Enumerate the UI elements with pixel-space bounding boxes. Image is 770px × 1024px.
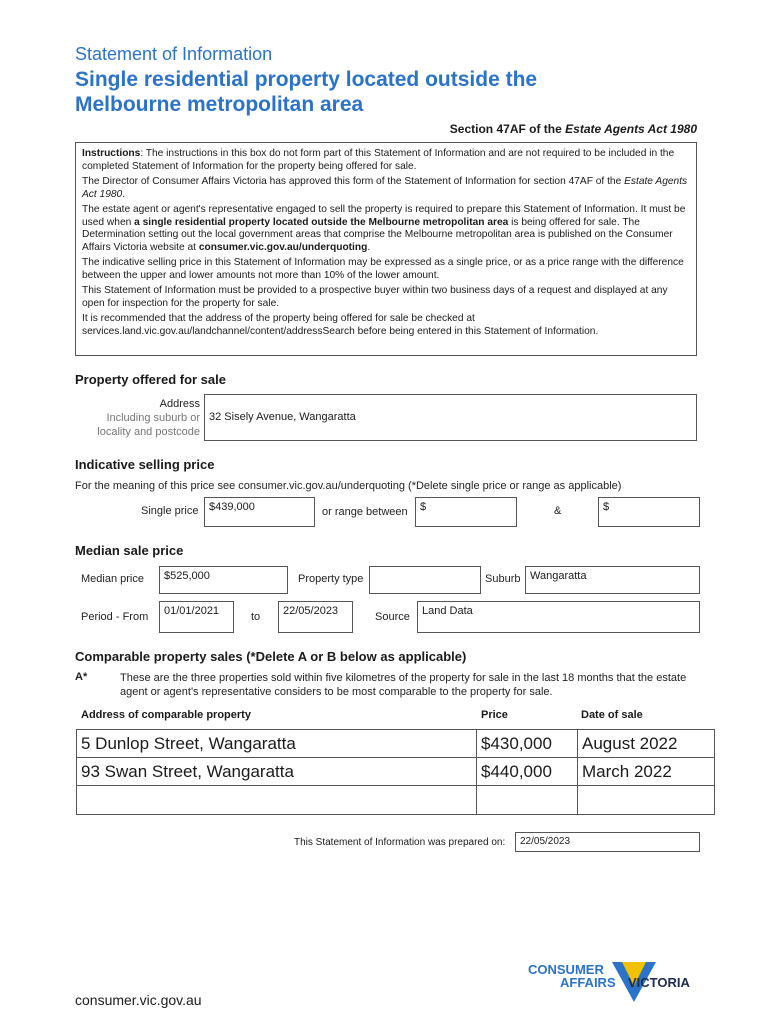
col-header-date: Date of sale	[581, 709, 643, 721]
property-type-label: Property type	[298, 573, 364, 585]
instructions-box: Instructions: The instructions in this box do not form part of this Statement of Information and are not required to be included in the completed Statement of Information for the property being offered for sale. The Director of Consumer Affairs Victoria has approved this form of the Statement of Information for section 47AF of the Estate Agents Act 1980. The estate agent or agent's representative engaged to sell the property is required to prepare this Statement of Information. It must be used when a single residential property located outside the Melbourne metropolitan area is being offered for sale. The Determination setting out the local government areas that comprise the Melbourne metropolitan area is published on the Consumer Affairs Victoria website at consumer.vic.gov.au/underquoting. The indicative selling price in this Statement of Information may be expressed as a single price, or as a price range with the difference between the upper and lower amounts not more than 10% of the lower amount. This Statement of Information must be provided to a prospective buyer within two business days of a request and displayed at any open for inspection for the property for sale. It is recommended that the address of the property being offered for sale be checked at services.land.vic.gov.au/landchannel/content/addressSearch before being entered in this Statement of Information.	[75, 142, 697, 356]
property-type-field[interactable]	[369, 566, 481, 594]
source-field[interactable]: Land Data	[417, 601, 700, 633]
address-field[interactable]: 32 Sisely Avenue, Wangaratta	[204, 394, 697, 441]
address-label: Address Including suburb or locality and postcode	[97, 398, 200, 438]
suburb-field[interactable]: Wangaratta	[525, 566, 700, 594]
source-label: Source	[375, 611, 410, 623]
option-a-marker: A*	[75, 671, 88, 683]
prepared-on-label: This Statement of Information was prepared on:	[294, 837, 506, 848]
comparable-price-1[interactable]: $430,000	[476, 729, 578, 758]
prepared-on-field[interactable]: 22/05/2023	[515, 832, 700, 852]
period-to-field[interactable]: 22/05/2023	[278, 601, 353, 633]
consumer-affairs-victoria-logo	[528, 960, 703, 1010]
comparable-address-2[interactable]: 93 Swan Street, Wangaratta	[76, 757, 477, 786]
median-section-title: Median sale price	[75, 543, 184, 558]
logo-line-consumer: CONSUMER	[528, 962, 604, 977]
col-header-price: Price	[481, 709, 508, 721]
period-from-label: Period - From	[81, 611, 149, 623]
range-label: or range between	[322, 506, 408, 518]
comparable-address-3[interactable]	[76, 785, 477, 815]
section-reference: Section 47AF of the Estate Agents Act 1980	[449, 122, 697, 136]
comparable-address-1[interactable]: 5 Dunlop Street, Wangaratta	[76, 729, 477, 758]
comparable-date-3[interactable]	[577, 785, 715, 815]
footer-url: consumer.vic.gov.au	[75, 992, 202, 1008]
price-section-title: Indicative selling price	[75, 457, 215, 472]
logo-line-affairs: AFFAIRS	[560, 975, 616, 990]
price-note: For the meaning of this price see consumer.vic.gov.au/underquoting (*Delete single price or range as applicable)	[75, 480, 622, 492]
period-to-label: to	[251, 611, 261, 623]
range-high-field[interactable]: $	[598, 497, 700, 527]
range-ampersand: &	[554, 505, 562, 517]
form-subtitle: Single residential property located outside the Melbourne metropolitan area	[75, 68, 538, 116]
comparable-date-1[interactable]: August 2022	[577, 729, 715, 758]
comparable-price-2[interactable]: $440,000	[476, 757, 578, 786]
logo-line-victoria: VICTORIA	[628, 975, 690, 990]
property-section-title: Property offered for sale	[75, 372, 226, 387]
single-price-field[interactable]: $439,000	[204, 497, 315, 527]
median-price-label: Median price	[81, 573, 144, 585]
comparable-section-title: Comparable property sales (*Delete A or B below as applicable)	[75, 649, 467, 664]
form-title: Statement of Information	[75, 44, 273, 64]
col-header-address: Address of comparable property	[81, 709, 251, 721]
suburb-label: Suburb	[485, 573, 521, 585]
range-low-field[interactable]: $	[415, 497, 517, 527]
period-from-field[interactable]: 01/01/2021	[159, 601, 234, 633]
comparable-description: These are the three properties sold within five kilometres of the property for sale in the last 18 months that the estate agent or agent's representative considers to be most comparable to the property for sale.	[120, 672, 687, 698]
comparable-date-2[interactable]: March 2022	[577, 757, 715, 786]
comparable-price-3[interactable]	[476, 785, 578, 815]
single-price-label: Single price	[141, 505, 199, 517]
median-price-field[interactable]: $525,000	[159, 566, 288, 594]
